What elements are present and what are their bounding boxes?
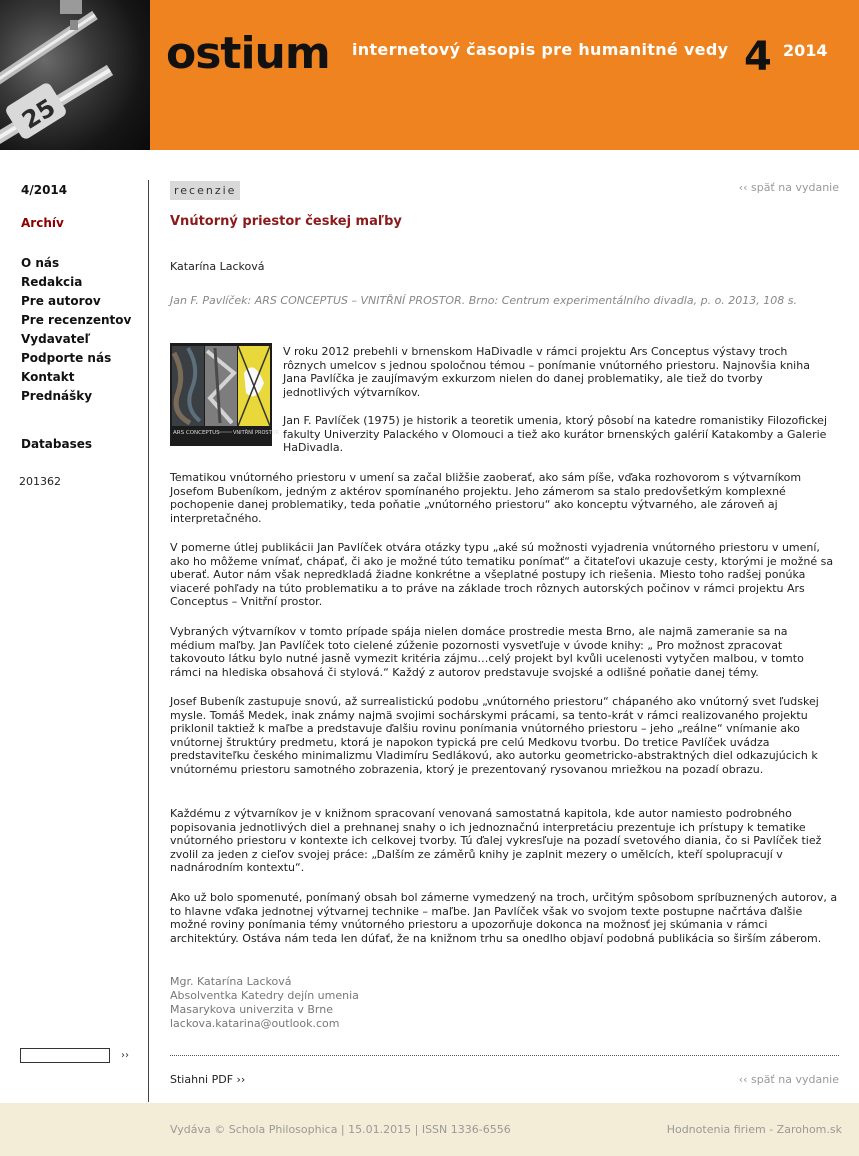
sidebar-archive-link[interactable]: Archív xyxy=(21,216,64,230)
article-author: Katarína Lacková xyxy=(170,260,265,273)
search-input[interactable] xyxy=(20,1048,110,1063)
sidebar-menu xyxy=(21,256,131,408)
back-to-issue-link-bottom[interactable]: ‹‹ späť na vydanie xyxy=(738,1073,839,1086)
paragraph-1: V roku 2012 prebehli v brnenskom HaDivadle v rámci projektu Ars Conceptus výstavy troch rôznych umelcov s jednou spoločnou témou – ponímanie vnútorného priestoru. Najnovšia kniha Jana Pavlíčka je zaujímavým exkurzom nielen do danej problematiky, ale tiež do tvorby jednotlivých výtvarníkov. xyxy=(283,345,810,399)
sidebar-item-pre-autorov[interactable]: Pre autorov xyxy=(21,294,101,308)
download-pdf-link[interactable]: Stiahni PDF ›› xyxy=(170,1073,246,1086)
footer-partner-link[interactable]: Hodnotenia firiem - Zarohom.sk xyxy=(666,1123,842,1136)
signature-university: Masarykova univerzita v Brne xyxy=(170,1003,333,1016)
paragraph-8: Ako už bolo spomenuté, ponímaný obsah bol zámerne vymedzený na troch, určitým spôsobom spríbuznených autorov, a to hlavne vďaka jednotnej výtvarnej technike – maľbe. Jan Pavlíček však vo svojom texte postupne načrtáva ďalšie možné roviny ponímania témy vnútorného priestoru a upozorňuje dokonca na možnosť jej skúmania v rámci architektúry. Ostáva nám teda len dúfať, že na knižnom trhu sa onedlho objaví podobná publikácia so širším záberom. xyxy=(170,891,838,945)
author-signature xyxy=(170,975,359,1031)
signature-affiliation: Absolventka Katedry dejín umenia xyxy=(170,989,359,1002)
sidebar-current-issue-link[interactable]: 4/2014 xyxy=(21,183,68,197)
paragraph-2: Jan F. Pavlíček (1975) je historik a teoretik umenia, ktorý pôsobí na katedre romanistiky Filozofickej fakulty Univerzity Palackého v Olomouci a tiež ako kurátor brnenských galérií Katakomby a Galerie HaDivadla. xyxy=(283,414,827,454)
issue-number: 4 xyxy=(744,34,772,80)
category-badge: recenzie xyxy=(170,181,240,200)
book-citation: Jan F. Pavlíček: ARS CONCEPTUS – VNITŘNÍ PROSTOR. Brno: Centrum experimentálního divadla, p. o. 2013, 108 s. xyxy=(170,294,797,307)
footer xyxy=(0,1103,859,1156)
sidebar-item-vydavatel[interactable]: Vydavateľ xyxy=(21,332,91,346)
visitor-counter: 201362 xyxy=(19,475,61,488)
issue-year: 2014 xyxy=(783,41,828,60)
site-tagline: internetový časopis pre humanitné vedy xyxy=(352,40,729,59)
book-cover-image xyxy=(170,343,280,446)
paragraph-7: Každému z výtvarníkov je v knižnom spracovaní venovaná samostatná kapitola, kde autor namiesto podrobného popisovania jednotlivých diel a prehnanej snahy o ich jednoznačnú interpretáciu prezentuje ich prístupy k tematike vnútorného priestoru v kontexte ich celkovej tvorby. Tú ďalej vykresľuje na pozadí svetového diania, čo si Pavlíček tiež zvolil za jeden z cieľov svojej práce: „Dalším ze záměrů knihy je zaplnit mezery o umělcích, kteří spolupracují v nadnárodním kontextu“. xyxy=(170,807,822,874)
paragraph-5: Vybraných výtvarníkov v tomto prípade spája nielen domáce prostredie mesta Brno, ale najmä zameranie sa na médium maľby. Jan Pavlíček toto cielené zúženie pozornosti vysvetľuje v úvode knihy: „ Pro možnost zpracovat takovouto látku bylo nutné jasně vymezit kritéria zájmu…celý projekt byl kvůli ucelenosti vytyčen malbou, v tomto rámci na hlediska obsahová či stylová.“ Každý z autorov predstavuje svojské a odlišné poňatie danej témy. xyxy=(170,625,804,679)
dotted-divider xyxy=(170,1055,839,1056)
svg-text:25: 25 xyxy=(17,93,61,135)
sidebar-divider xyxy=(148,180,149,1102)
back-to-issue-link-top[interactable]: ‹‹ späť na vydanie xyxy=(738,181,839,194)
paragraph-4: V pomerne útlej publikácii Jan Pavlíček otvára otázky typu „aké sú možnosti vyjadrenia vnútorného priestoru v umení, ako ho môžeme vnímať, chápať, či ako je možné túto tematiku ponímať“ a čitateľovi ukazuje cesty, ktorými je možné sa uberať. Autor nám však nepredkladá žiadne konkrétne a všeplatné postupy ich riešenia. Miesto toho radšej ponúka viaceré pohľady na túto problematiku a to práve na základe troch rôznych autorských počinov v rámci projektu Ars Conceptus – Vnitřní prostor. xyxy=(170,541,834,608)
sidebar-item-podporte-nas[interactable]: Podporte nás xyxy=(21,351,112,365)
header xyxy=(0,0,859,150)
sidebar-item-o-nas[interactable]: O nás xyxy=(21,256,60,270)
sidebar-item-redakcia[interactable]: Redakcia xyxy=(21,275,83,289)
signature-name: Mgr. Katarína Lacková xyxy=(170,975,292,988)
signature-email: lackova.katarina@outlook.com xyxy=(170,1017,340,1030)
article-title: Vnútorný priestor českej maľby xyxy=(170,214,402,229)
sidebar-item-pre-recenzentov[interactable]: Pre recenzentov xyxy=(21,313,132,327)
paragraph-6: Josef Bubeník zastupuje snovú, až surrealistickú podobu „vnútorného priestoru“ chápaného ako vnútorný svet ľudskej mysle. Tomáš Medek, inak známy najmä svojimi sochárskymi prácami, sa tento-krát v rámci realizovaného projektu priklonil taktiež k maľbe a predstavuje ďalšiu rovinu ponímania vnútorného priestoru – jeho „reálne“ vnímanie ako vnútornej štruktúry predmetu, ktorá je napokon typická pre celú Medkovu tvorbu. Do tretice Pavlíček uvádza predstaviteľku českého minimalizmu Vladimíru Sedlákovú, ako autorku geometricko-abstraktných diel odkazujúcich k vnútornému priestoru samotného zobrazenia, ktorý je prezentovaný rysovanou mriežkou na pozadí obrazu. xyxy=(170,695,819,776)
cover-title: ARS CONCEPTUS xyxy=(173,430,220,436)
sidebar-item-prednasky[interactable]: Prednášky xyxy=(21,389,93,403)
paragraph-3: Tematikou vnútorného priestoru v umení sa začal bližšie zaoberať, ako sám píše, vďaka rozhovorom s výtvarníkom Josefom Bubeníkom, jedným z aktérov spomínaného projektu. Jeho zámerom sa stalo predovšetkým komplexné pochopenie danej problematiky, teda poňatie „vnútorného priestoru“ ako konceptu výtvarného, ale zároveň aj interpretačného. xyxy=(170,471,802,525)
site-logo[interactable]: ostium xyxy=(166,28,330,79)
sidebar-databases-link[interactable]: Databases xyxy=(21,437,93,451)
search-submit-button[interactable]: ›› xyxy=(121,1050,129,1061)
header-key-photo xyxy=(0,0,150,150)
sidebar-item-kontakt[interactable]: Kontakt xyxy=(21,370,75,384)
cover-subtitle: VNITŘNÍ PROSTOR xyxy=(233,430,280,436)
footer-publisher-info: Vydáva © Schola Philosophica | 15.01.2015 | ISSN 1336-6556 xyxy=(170,1123,511,1136)
